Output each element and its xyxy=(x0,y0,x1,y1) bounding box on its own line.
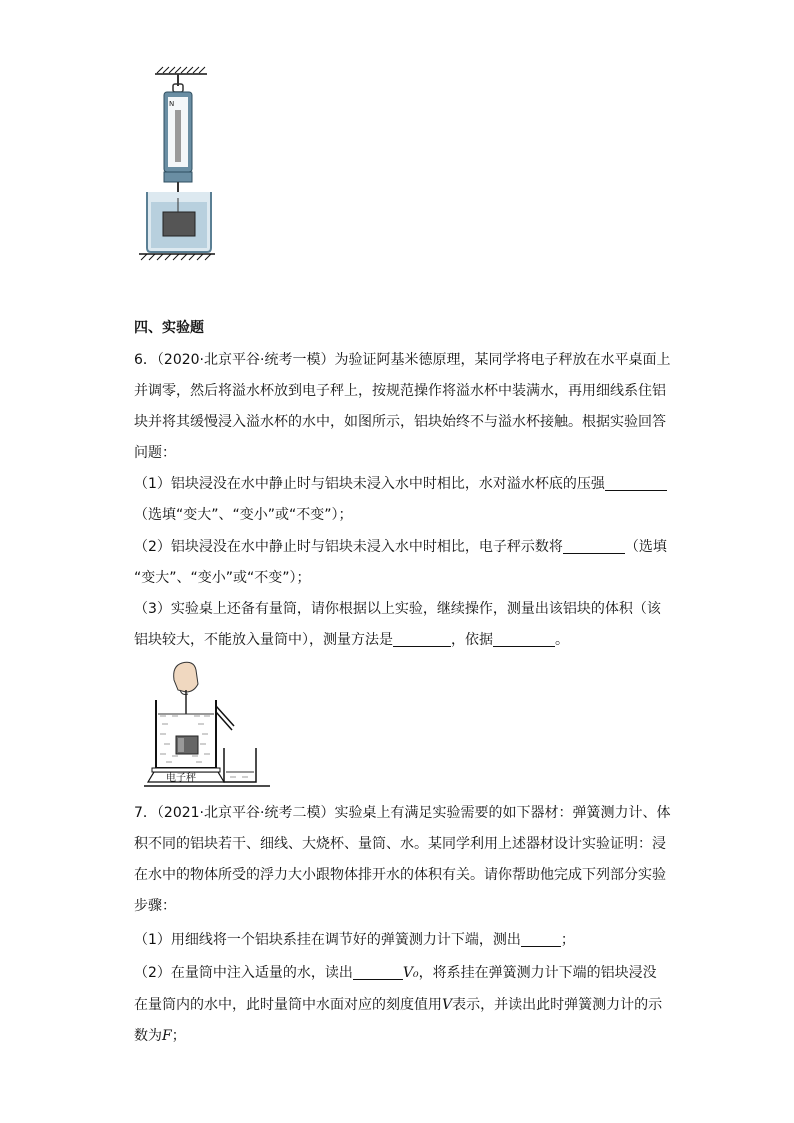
svg-text:N: N xyxy=(169,100,175,108)
q7-step2-line-2: 在量筒内的水中，此时量筒中水面对应的刻度值用V表示，并读出此时弹簧测力计的示 xyxy=(134,997,663,1013)
q6-part2-line-1: （2）铝块浸没在水中静止时与铝块未浸入水中时相比，电子秤示数将 （选填 xyxy=(134,539,667,555)
q7-step2-line-3: 数为F； xyxy=(134,1028,186,1044)
q6-source: （2020·北京平谷·统考一模） xyxy=(156,352,335,368)
q7-step1-blank[interactable] xyxy=(521,932,561,947)
q6-part3-basis-blank[interactable] xyxy=(493,632,555,647)
q6-part1-blank[interactable] xyxy=(605,476,667,491)
v0-symbol: V₀ xyxy=(402,965,419,981)
q6-part2-blank[interactable] xyxy=(563,539,625,554)
q6-stem-line-1: 6．（2020·北京平谷·统考一模）为验证阿基米德原理，某同学将电子秤放在水平桌面上 xyxy=(134,352,671,368)
q7-step1-line: （1）用细线将一个铝块系挂在调节好的弹簧测力计下端，测出 ； xyxy=(134,932,575,948)
q7-stem-line-3: 在水中的物体所受的浮力大小跟物体排开水的体积有关。请你帮助他完成下列部分实验 xyxy=(134,867,666,883)
f-symbol: F xyxy=(162,1028,172,1044)
q7-step2-blank[interactable] xyxy=(353,965,403,980)
overflow-cup-figure xyxy=(144,660,274,790)
q6-stem-line-4: 问题： xyxy=(134,445,176,461)
q6-part2-line-2: “变大”、“变小”或“不变”）； xyxy=(134,570,311,586)
q7-stem-line-2: 积不同的铝块若干、细线、大烧杯、量筒、水。某同学利用上述器材设计实验证明：浸 xyxy=(134,836,666,852)
spring-scale-figure xyxy=(135,64,215,262)
q7-stem-line-1: 7．（2021·北京平谷·统考二模）实验桌上有满足实验需要的如下器材：弹簧测力计、体 xyxy=(134,805,671,821)
q6-part1-line-1: （1）铝块浸没在水中静止时与铝块未浸入水中时相比，水对溢水杯底的压强 xyxy=(134,475,667,493)
q6-part3-line-2: 铝块较大，不能放入量筒中），测量方法是 ，依据 。 xyxy=(134,632,569,648)
electronic-scale-label: 电子秤 xyxy=(166,773,196,784)
q7-stem-line-4: 步骤： xyxy=(134,898,176,914)
q7-step2-line-1: （2）在量筒中注入适量的水，读出 V₀，将系挂在弹簧测力计下端的铝块浸没 xyxy=(134,965,657,981)
q6-part3-line-1: （3）实验桌上还备有量筒，请你根据以上实验，继续操作，测量出该铝块的体积（该 xyxy=(134,601,661,617)
q6-part1-line-2: （选填“变大”、“变小”或“不变”）； xyxy=(134,507,353,523)
v-symbol: V xyxy=(442,997,453,1013)
q6-stem-line-2: 并调零，然后将溢水杯放到电子秤上，按规范操作将溢水杯中装满水，再用细线系住铝 xyxy=(134,383,666,399)
q6-number: 6． xyxy=(134,352,157,368)
q7-number: 7． xyxy=(134,805,157,821)
section-title: 四、实验题 xyxy=(134,320,204,336)
q6-part3-method-blank[interactable] xyxy=(393,632,451,647)
q7-source: （2021·北京平谷·统考二模） xyxy=(156,805,335,821)
q6-stem-line-3: 块并将其缓慢浸入溢水杯的水中，如图所示，铝块始终不与溢水杯接触。根据实验回答 xyxy=(134,414,666,430)
